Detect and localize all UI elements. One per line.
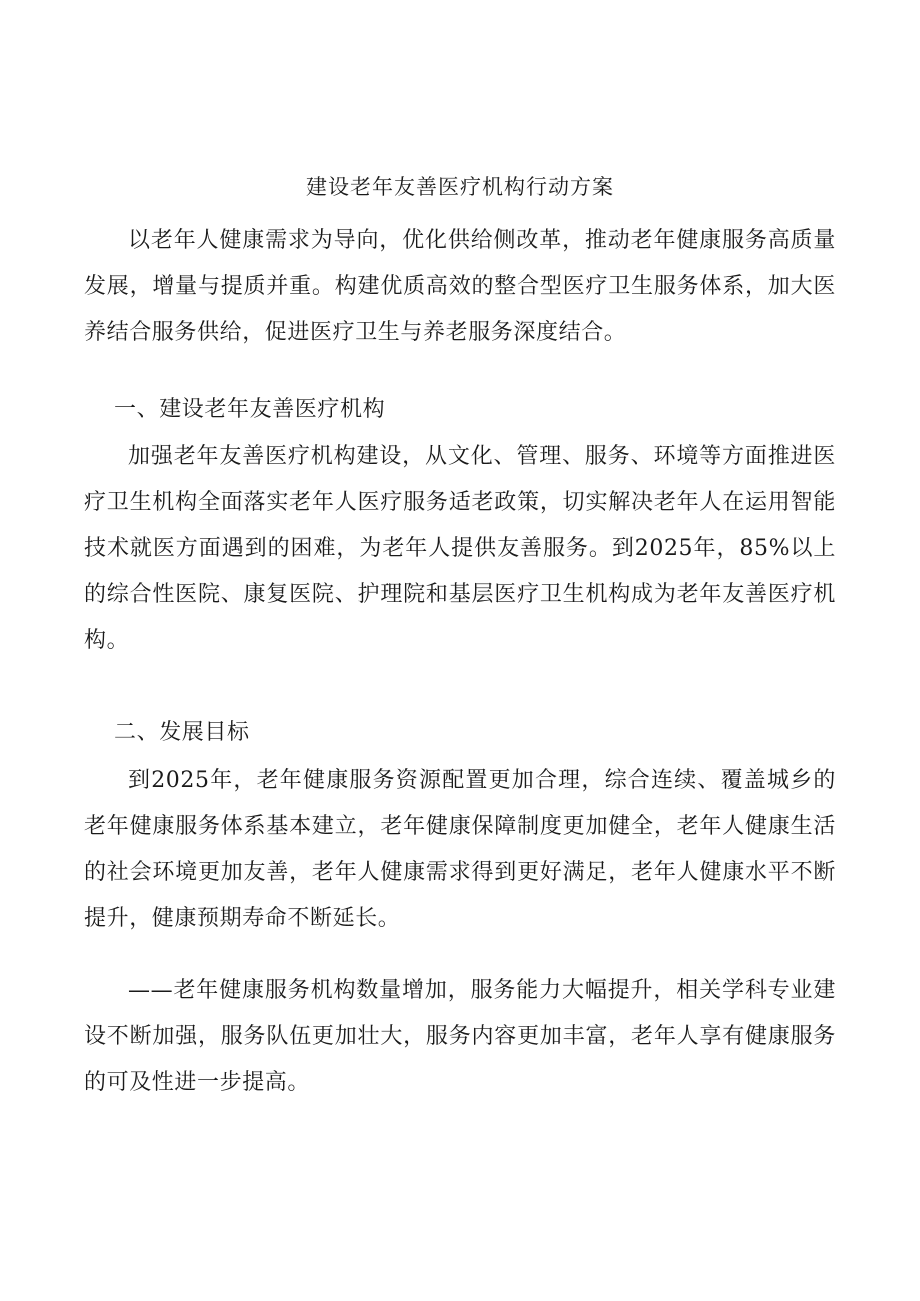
document-title: 建设老年友善医疗机构行动方案 xyxy=(306,175,614,199)
section-2-paragraph-2: ——老年健康服务机构数量增加，服务能力大幅提升，相关学科专业建设不断加强，服务队伍更加壮大，服务内容更加丰富，老年人享有健康服务的可及性进一步提高。 xyxy=(84,978,836,1095)
intro-paragraph: 以老年人健康需求为导向，优化供给侧改革，推动老年健康服务高质量发展，增量与提质并重。构建优质高效的整合型医疗卫生服务体系，加大医养结合服务供给，促进医疗卫生与养老服务深度结合。 xyxy=(84,228,836,345)
section-2-paragraph-1: 到2025年，老年健康服务资源配置更加合理，综合连续、覆盖城乡的老年健康服务体系基本建立，老年健康保障制度更加健全，老年人健康生活的社会环境更加友善，老年人健康需求得到更好满足，老年人健康水平不断提升，健康预期寿命不断延长。 xyxy=(84,768,836,931)
section-heading-1: 一、建设老年友善医疗机构 xyxy=(114,397,386,422)
section-heading-2: 二、发展目标 xyxy=(114,720,250,745)
section-1-paragraph: 加强老年友善医疗机构建设，从文化、管理、服务、环境等方面推进医疗卫生机构全面落实老年人医疗服务适老政策，切实解决老年人在运用智能技术就医方面遇到的困难，为老年人提供友善服务。到2025年，85%以上的综合性医院、康复医院、护理院和基层医疗卫生机构成为老年友善医疗机构。 xyxy=(84,444,836,653)
